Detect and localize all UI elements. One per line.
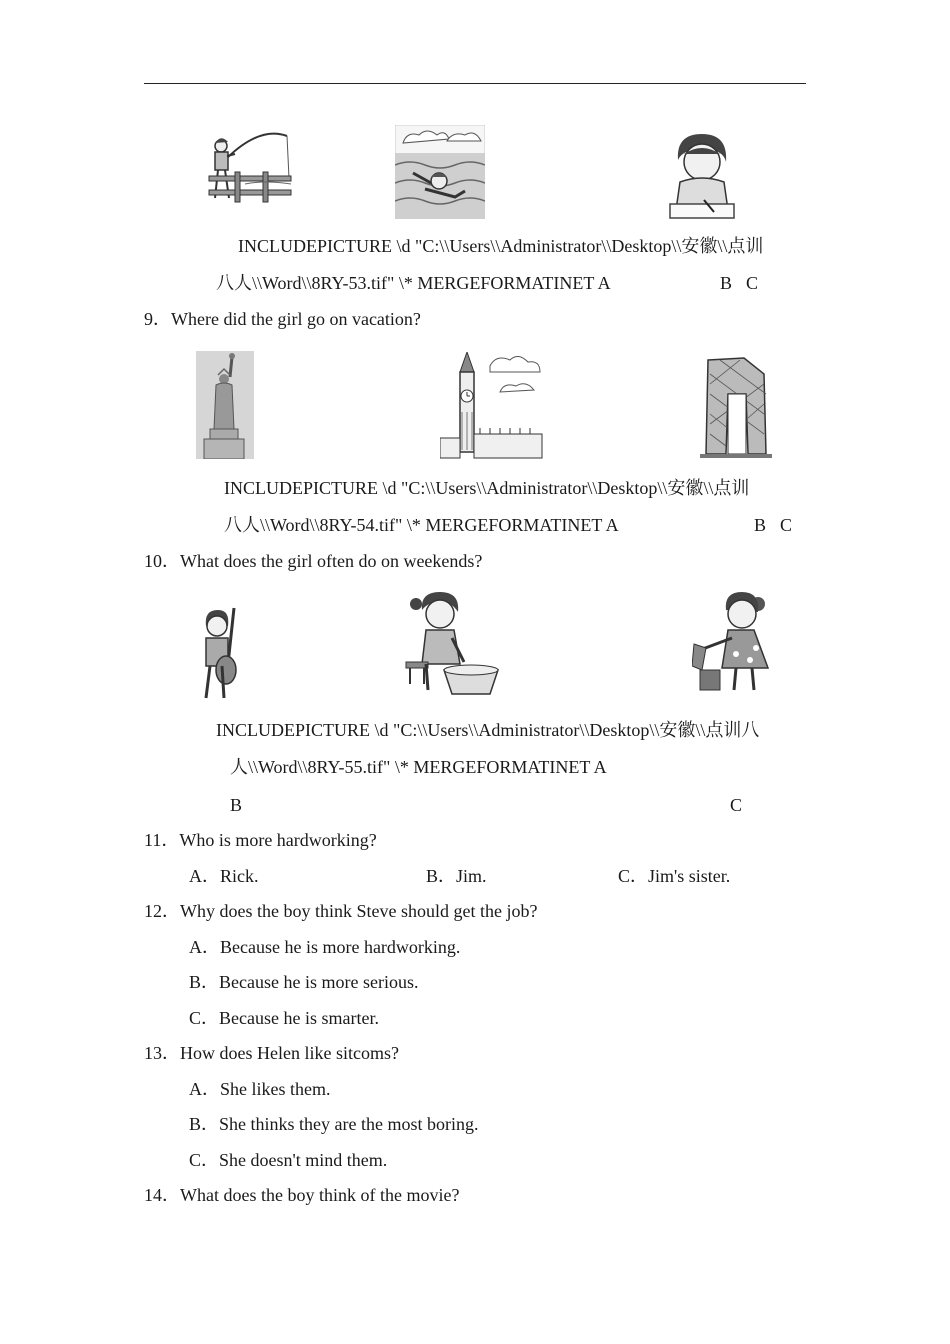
q8-field-code-line1: INCLUDEPICTURE \d "C:\\Users\\Administrator\\Desktop\\安徽\\点训 — [238, 236, 764, 256]
q8-label-c: C — [746, 273, 759, 293]
writing-girl-icon — [668, 130, 736, 220]
q9-label-b: B — [754, 515, 767, 535]
header-rule — [144, 83, 806, 84]
question-11: 11．Who is more hardworking? — [144, 830, 377, 850]
question-9: 9．Where did the girl go on vacation? — [144, 309, 421, 329]
fishing-boy-icon — [205, 128, 295, 206]
girl-sweeping-floor-icon — [692, 590, 776, 698]
question-12: 12．Why does the boy think Steve should get the job? — [144, 901, 538, 921]
q11-option-b: B．Jim. — [426, 866, 487, 886]
q8-label-b: B — [720, 273, 733, 293]
girl-playing-pipa-icon — [198, 604, 246, 700]
q10-label-c: C — [730, 795, 743, 815]
q10-field-code-line1: INCLUDEPICTURE \d "C:\\Users\\Administrator\\Desktop\\安徽\\点训八 — [216, 720, 760, 740]
q9-label-c: C — [780, 515, 793, 535]
q12-option-c: C．Because he is smarter. — [189, 1008, 379, 1028]
q10-field-code-line2: 人\\Word\\8RY-55.tif" \* MERGEFORMATINET A — [230, 757, 607, 777]
question-10: 10．What does the girl often do on weekends? — [144, 551, 483, 571]
cctv-building-icon — [700, 354, 772, 458]
q12-option-b: B．Because he is more serious. — [189, 972, 419, 992]
q11-option-c: C．Jim's sister. — [618, 866, 731, 886]
girl-washing-clothes-icon — [402, 590, 500, 700]
q11-option-a: A．Rick. — [189, 866, 259, 886]
swimming-person-icon — [395, 125, 485, 219]
q9-field-code-line2: 八人\\Word\\8RY-54.tif" \* MERGEFORMATINET A — [224, 515, 619, 535]
question-13: 13．How does Helen like sitcoms? — [144, 1043, 399, 1063]
big-ben-icon — [440, 352, 544, 460]
q9-field-code-line1: INCLUDEPICTURE \d "C:\\Users\\Administrator\\Desktop\\安徽\\点训 — [224, 478, 750, 498]
q10-label-b: B — [230, 795, 243, 815]
statue-of-liberty-icon — [196, 351, 254, 459]
q13-option-b: B．She thinks they are the most boring. — [189, 1114, 479, 1134]
q8-field-code-line2: 八人\\Word\\8RY-53.tif" \* MERGEFORMATINET A — [216, 273, 611, 293]
q12-option-a: A．Because he is more hardworking. — [189, 937, 461, 957]
q13-option-c: C．She doesn't mind them. — [189, 1150, 388, 1170]
q13-option-a: A．She likes them. — [189, 1079, 331, 1099]
question-14: 14．What does the boy think of the movie? — [144, 1185, 460, 1205]
